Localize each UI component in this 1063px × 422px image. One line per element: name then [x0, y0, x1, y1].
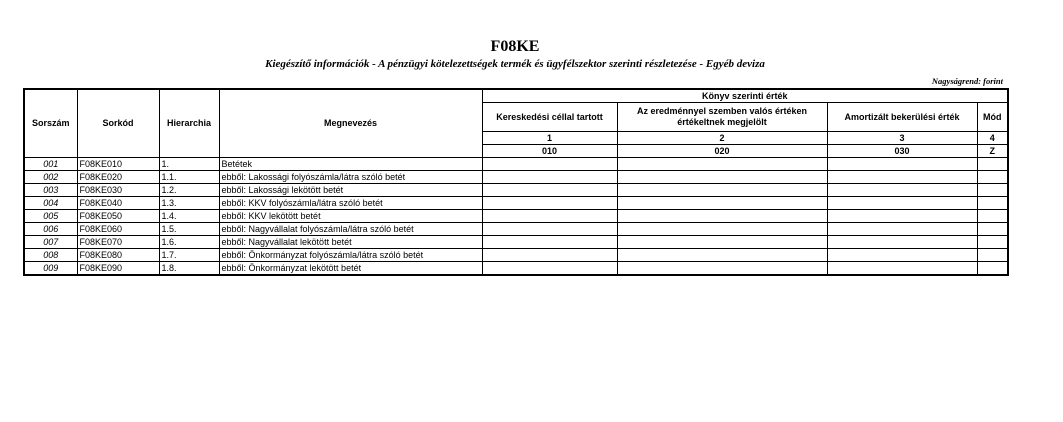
header-kereskedesi: Kereskedési céllal tartott [482, 103, 617, 132]
cell-valos-ertek[interactable] [617, 249, 827, 262]
cell-mod[interactable] [977, 236, 1008, 249]
cell-amortizalt[interactable] [827, 262, 977, 276]
col-number-3: 3 [827, 132, 977, 145]
header-hierarchia: Hierarchia [159, 89, 219, 158]
row-sorszam: 007 [24, 236, 77, 249]
cell-mod[interactable] [977, 249, 1008, 262]
col-number-1: 1 [482, 132, 617, 145]
cell-kereskedesi[interactable] [482, 249, 617, 262]
table-row [24, 223, 1008, 236]
header-amortizalt: Amortizált bekerülési érték [827, 103, 977, 132]
row-sorkod: F08KE050 [77, 210, 159, 223]
row-sorszam: 001 [24, 158, 77, 171]
row-hierarchia: 1.5. [159, 223, 219, 236]
row-sorkod: F08KE020 [77, 171, 159, 184]
row-sorkod: F08KE010 [77, 158, 159, 171]
table-row [24, 210, 1008, 223]
row-sorszam: 008 [24, 249, 77, 262]
header-sorkod: Sorkód [77, 89, 159, 158]
row-sorkod: F08KE070 [77, 236, 159, 249]
cell-kereskedesi[interactable] [482, 210, 617, 223]
cell-mod[interactable] [977, 262, 1008, 276]
row-megnevezes: ebből: Nagyvállalat folyószámla/látra szóló betét [219, 223, 482, 236]
cell-valos-ertek[interactable] [617, 236, 827, 249]
cell-valos-ertek[interactable] [617, 223, 827, 236]
row-hierarchia: 1.1. [159, 171, 219, 184]
cell-valos-ertek[interactable] [617, 158, 827, 171]
row-megnevezes: ebből: KKV lekötött betét [219, 210, 482, 223]
table-row [24, 197, 1008, 210]
cell-valos-ertek[interactable] [617, 184, 827, 197]
table-row [24, 249, 1008, 262]
cell-amortizalt[interactable] [827, 184, 977, 197]
row-sorszam: 009 [24, 262, 77, 276]
row-megnevezes: ebből: KKV folyószámla/látra szóló betét [219, 197, 482, 210]
row-sorkod: F08KE030 [77, 184, 159, 197]
row-megnevezes: ebből: Nagyvállalat lekötött betét [219, 236, 482, 249]
cell-valos-ertek[interactable] [617, 210, 827, 223]
cell-mod[interactable] [977, 223, 1008, 236]
cell-amortizalt[interactable] [827, 236, 977, 249]
report-subtitle: Kiegészítő információk - A pénzügyi kötelezettségek termék és ügyfélszektor szerinti részletezése - Egyéb deviza [265, 58, 765, 70]
header-konyv-szerinti-ertek: Könyv szerinti érték [482, 89, 1008, 103]
unit-label: Nagyságrend: forint [931, 76, 1003, 86]
row-megnevezes: ebből: Önkormányzat folyószámla/látra szóló betét [219, 249, 482, 262]
row-hierarchia: 1.3. [159, 197, 219, 210]
row-sorkod: F08KE090 [77, 262, 159, 276]
cell-kereskedesi[interactable] [482, 171, 617, 184]
cell-kereskedesi[interactable] [482, 262, 617, 276]
report-table [23, 88, 1009, 276]
cell-valos-ertek[interactable] [617, 262, 827, 276]
table-row [24, 262, 1008, 276]
cell-mod[interactable] [977, 197, 1008, 210]
cell-amortizalt[interactable] [827, 223, 977, 236]
table-row [24, 184, 1008, 197]
header-valos-ertek: Az eredménnyel szemben valós értéken értékeltnek megjelölt [617, 103, 827, 132]
row-hierarchia: 1.6. [159, 236, 219, 249]
report-title: F08KE [490, 38, 540, 55]
row-megnevezes: ebből: Lakossági lekötött betét [219, 184, 482, 197]
cell-mod[interactable] [977, 171, 1008, 184]
cell-mod[interactable] [977, 158, 1008, 171]
cell-mod[interactable] [977, 184, 1008, 197]
col-number-2: 2 [617, 132, 827, 145]
col-number-4: 4 [977, 132, 1008, 145]
row-megnevezes: ebből: Önkormányzat lekötött betét [219, 262, 482, 276]
cell-amortizalt[interactable] [827, 158, 977, 171]
cell-amortizalt[interactable] [827, 249, 977, 262]
cell-amortizalt[interactable] [827, 171, 977, 184]
row-megnevezes: Betétek [219, 158, 482, 171]
cell-kereskedesi[interactable] [482, 223, 617, 236]
table-row [24, 236, 1008, 249]
header-mod: Mód [977, 103, 1008, 132]
row-megnevezes: ebből: Lakossági folyószámla/látra szóló betét [219, 171, 482, 184]
row-sorszam: 002 [24, 171, 77, 184]
row-sorszam: 006 [24, 223, 77, 236]
header-megnevezes: Megnevezés [219, 89, 482, 158]
cell-kereskedesi[interactable] [482, 158, 617, 171]
row-hierarchia: 1. [159, 158, 219, 171]
cell-kereskedesi[interactable] [482, 236, 617, 249]
cell-amortizalt[interactable] [827, 210, 977, 223]
col-code-030: 030 [827, 145, 977, 158]
row-sorkod: F08KE060 [77, 223, 159, 236]
cell-valos-ertek[interactable] [617, 171, 827, 184]
cell-amortizalt[interactable] [827, 197, 977, 210]
row-sorkod: F08KE080 [77, 249, 159, 262]
row-sorkod: F08KE040 [77, 197, 159, 210]
cell-valos-ertek[interactable] [617, 197, 827, 210]
cell-kereskedesi[interactable] [482, 184, 617, 197]
row-hierarchia: 1.7. [159, 249, 219, 262]
table-row [24, 158, 1008, 171]
col-code-020: 020 [617, 145, 827, 158]
row-sorszam: 004 [24, 197, 77, 210]
col-code-z: Z [977, 145, 1008, 158]
header-sorszam: Sorszám [24, 89, 77, 158]
row-hierarchia: 1.8. [159, 262, 219, 276]
row-sorszam: 003 [24, 184, 77, 197]
table-row [24, 171, 1008, 184]
cell-kereskedesi[interactable] [482, 197, 617, 210]
row-hierarchia: 1.2. [159, 184, 219, 197]
row-hierarchia: 1.4. [159, 210, 219, 223]
cell-mod[interactable] [977, 210, 1008, 223]
col-code-010: 010 [482, 145, 617, 158]
row-sorszam: 005 [24, 210, 77, 223]
